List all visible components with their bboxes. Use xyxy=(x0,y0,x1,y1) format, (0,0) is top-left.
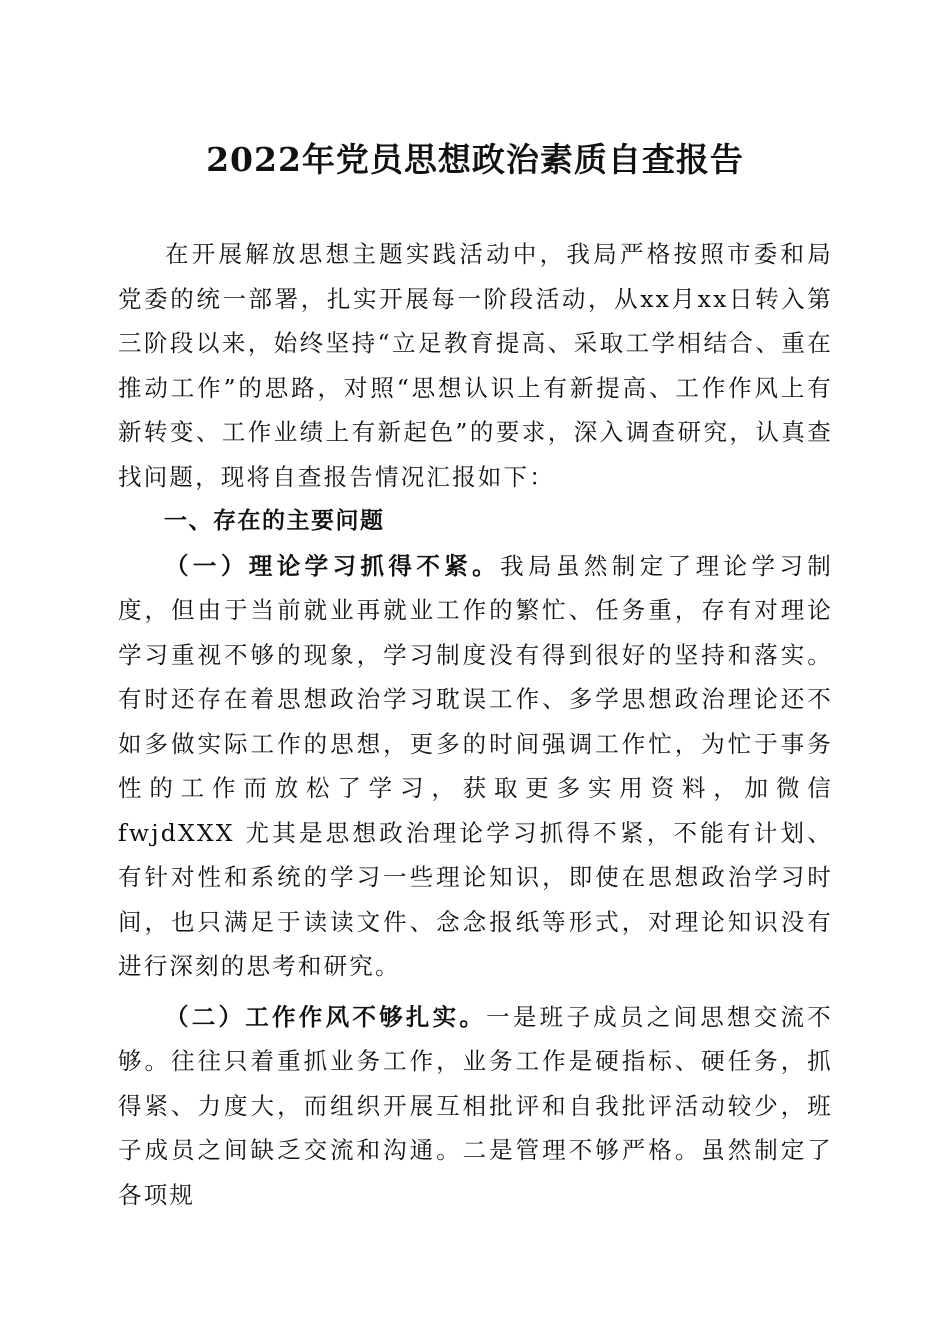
section-heading: 一、存在的主要问题 xyxy=(164,508,385,534)
intro-paragraph: 在开展解放思想主题实践活动中，我局严格按照市委和局党委的统一部署，扎实开展每一阶段活动，从xx月xx日转入第三阶段以来，始终坚持“立足教育提高、采取工学相结合、重在推动工作”的思路，对照“思想认识上有新提高、工作作风上有新转变、工作业绩上有新起色”的要求，深入调查研究，认真查找问题，现将自查报告情况汇报如下： xyxy=(118,240,833,491)
subsection-title: （二）工作作风不够扎实。 xyxy=(165,1002,487,1031)
document-title: 2022年党员思想政治素质自查报告 xyxy=(206,140,744,179)
subsection-text: 一是班子成员之间思想交流不够。往往只着重抓业务工作，业务工作是硬指标、硬任务，抓得紧、力度大，而组织开展互相批评和自我批评活动较少，班子成员之间缺乏交流和沟通。二是管理不够严格。虽然制定了各项规 xyxy=(118,1002,833,1209)
subsection-paragraph xyxy=(118,544,833,989)
subsection-paragraph xyxy=(118,995,833,1218)
subsection-text: 我局虽然制定了理论学习制度，但由于当前就业再就业工作的繁忙、任务重，存有对理论学习重视不够的现象，学习制度没有得到很好的坚持和落实。有时还存在着思想政治学习耽误工作、多学思想政治理论还不如多做实际工作的思想，更多的时间强调工作忙，为忙于事务性的工作而放松了学习，获取更多实用资料，加微信 fwjdXXX 尤其是思想政治理论学习抓得不紧，不能有计划、有针对性和系统的学习一些理论知识，即使在思想政治学习时间，也只满足于读读文件、念念报纸等形式，对理论知识没有进行深刻的思考和研究。 xyxy=(118,551,833,980)
subsection-title: （一）理论学习抓得不紧。 xyxy=(165,551,501,580)
document-body xyxy=(118,232,833,1217)
